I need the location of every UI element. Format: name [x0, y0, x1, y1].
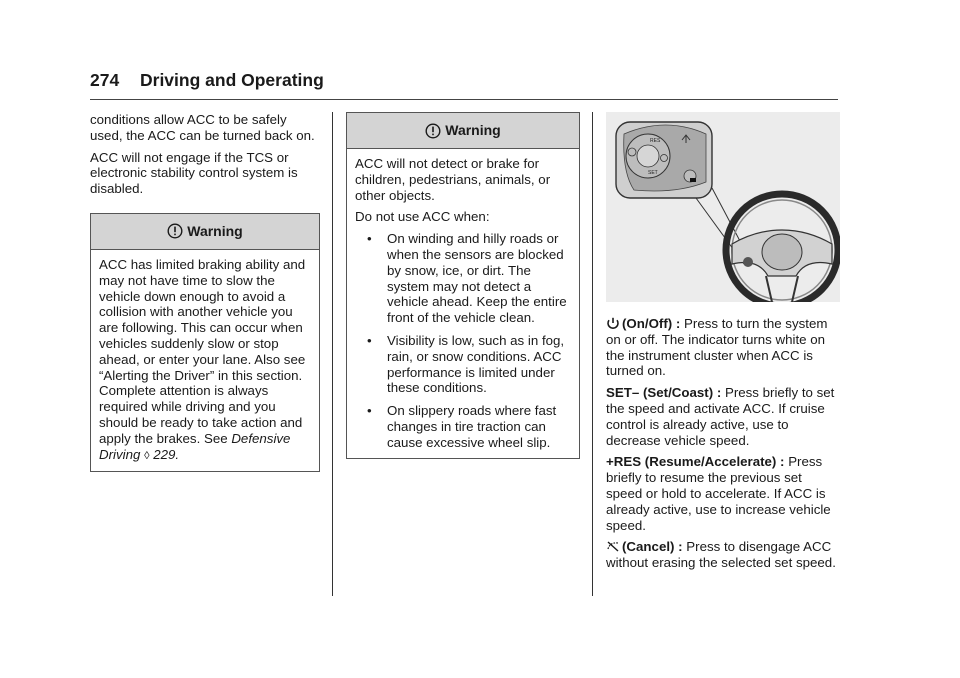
warning-body	[347, 149, 579, 458]
figure-label-res: RES	[650, 138, 661, 144]
warning-header	[347, 113, 579, 149]
list-item-text: Visibility is low, such as in fog, rain, or snow conditions. ACC performance is limited under these conditions.	[387, 332, 565, 396]
control-description: Press briefly to resume the previous set speed or hold to accelerate. If ACC is already active, use to increase vehicle speed.	[606, 454, 831, 533]
warning-intro: ACC will not detect or brake for children, pedestrians, animals, or other objects.	[355, 156, 551, 203]
column-left	[90, 112, 320, 472]
cancel-icon	[606, 540, 620, 553]
column-divider-1	[332, 112, 333, 596]
control-label: (Cancel) :	[622, 539, 683, 555]
section-title: Driving and Operating	[140, 70, 324, 90]
column-middle	[346, 112, 580, 459]
warning-header	[91, 214, 319, 250]
steering-wheel-controls-illustration	[606, 112, 840, 302]
warning-lead: Do not use ACC when:	[355, 209, 490, 225]
control-resume-accelerate	[606, 454, 840, 533]
warning-title: Warning	[445, 121, 501, 138]
page-reference-icon: ◊	[144, 449, 150, 462]
warning-box-braking	[90, 213, 320, 472]
list-item-text: On slippery roads where fast changes in tire traction can cause excessive wheel slip.	[387, 403, 557, 450]
warning-body	[91, 250, 319, 471]
control-description: Press to turn the system on or off. The indicator turns white on the instrument cluster when ACC is turned on.	[606, 316, 828, 379]
control-on-off	[606, 316, 840, 379]
control-description: Press briefly to set the speed and activate ACC. If cruise control is already active, use to decrease vehicle speed.	[606, 385, 835, 448]
header-divider	[90, 99, 838, 100]
list-item	[355, 403, 571, 450]
paragraph-acc-engage: ACC will not engage if the TCS or electronic stability control system is disabled.	[90, 149, 298, 197]
bullet-marker: •	[367, 332, 372, 348]
control-label: SET– (Set/Coast) :	[606, 385, 722, 401]
reference-link[interactable]: Defensive Driving	[99, 430, 291, 462]
figure-label-set: SET	[648, 170, 658, 176]
control-label: (On/Off) :	[622, 316, 681, 331]
warning-text: ACC has limited braking ability and may not have time to slow the vehicle down enough to avoid a collision with another vehicle you are following. This can occur when vehicles suddenly slow or stop ahead, or enter your lane. Also see “Alerting the Driver” in this section. Complete attention is always required while driving and you should be ready to take action and apply the brakes. See	[99, 256, 306, 446]
page-header	[90, 70, 838, 100]
list-item	[355, 333, 571, 396]
column-divider-2	[592, 112, 593, 596]
list-item-text: On winding and hilly roads or when the sensors are blocked by snow, ice, or dirt. The system may not detect a vehicle ahead. Keep the entire front of the vehicle clean.	[387, 231, 567, 326]
page-number: 274	[90, 70, 120, 90]
control-label: +RES (Resume/Accelerate) :	[606, 454, 785, 470]
warning-icon	[425, 123, 441, 139]
on-off-icon	[606, 317, 620, 330]
warning-title: Warning	[187, 222, 243, 239]
reference-page[interactable]: 229.	[153, 446, 180, 462]
list-item	[355, 231, 571, 326]
column-right	[606, 112, 840, 577]
control-cancel	[606, 539, 840, 571]
paragraph-acc-resume: conditions allow ACC to be safely used, the ACC can be turned back on.	[90, 112, 315, 143]
bullet-marker: •	[367, 231, 372, 247]
control-set-coast	[606, 385, 840, 448]
warning-box-detection	[346, 112, 580, 459]
bullet-marker: •	[367, 403, 372, 419]
warning-bullet-list	[355, 231, 571, 450]
warning-icon	[167, 223, 183, 239]
control-description: Press to disengage ACC without erasing the selected set speed.	[606, 539, 836, 571]
